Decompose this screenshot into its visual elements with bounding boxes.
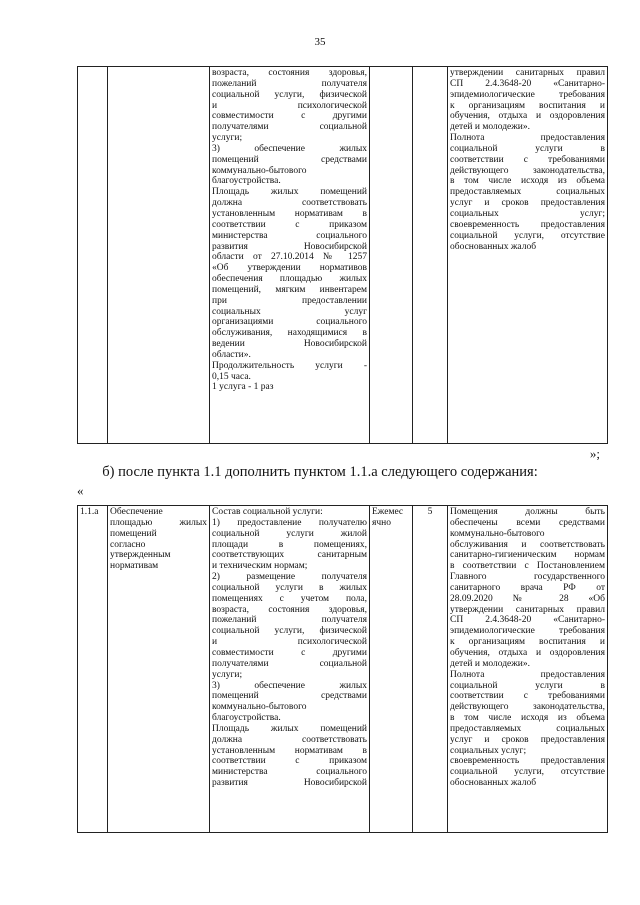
text-line: социальной услуги, физической — [212, 626, 367, 637]
cell-number: 1.1.а — [78, 506, 108, 833]
text-line: соответствующих санитарным — [212, 550, 367, 561]
text-line: установленным нормативам в — [212, 208, 367, 219]
text-line: помещений средствами — [212, 691, 367, 702]
text-line: нормативам — [110, 561, 159, 572]
cell-frequency — [370, 67, 413, 444]
text-line: действующего законодательства, — [450, 702, 605, 713]
cell-service-composition — [210, 67, 370, 444]
text-line: обслуживания и соответствовать — [450, 539, 605, 550]
text-line: социальных услуг; — [450, 208, 605, 219]
text-line: услуги; — [212, 669, 243, 680]
cell-service-composition — [210, 506, 370, 833]
text-line: услуги; — [212, 133, 243, 144]
text-line: соответствии с приказом — [212, 756, 367, 767]
text-line: Полнота предоставления — [450, 133, 605, 144]
text-line: должна соответствовать — [212, 734, 367, 745]
text-line: соответствии с требованиями — [450, 691, 605, 702]
text-line: коммунально-бытового — [212, 165, 307, 176]
text-line: площадью жилых — [110, 517, 207, 528]
text-line: Площадь жилых помещений — [212, 723, 367, 734]
text-line: санитарного врача РФ от — [450, 582, 605, 593]
text-line: своевременность предоставления — [450, 219, 605, 230]
text-line: предоставляемых социальных — [450, 723, 605, 734]
text-line: развития Новосибирской — [212, 778, 367, 789]
text-line: Площадь жилых помещений — [212, 187, 367, 198]
text-line: к организациям воспитания и — [450, 100, 605, 111]
closing-quote-mark: »; — [589, 446, 600, 461]
text-line: и психологической — [212, 637, 367, 648]
service-table-new-item — [77, 505, 608, 833]
text-line: 1 услуга - 1 раз — [212, 382, 274, 393]
text-line: социальных услуг — [212, 306, 367, 317]
text-line: согласно — [110, 539, 146, 550]
text-line: и психологической — [212, 100, 367, 111]
text-line: возраста, состояния здоровья, — [212, 604, 367, 615]
text-line: услуг и сроков предоставления — [450, 198, 605, 209]
text-line: своевременность предоставления — [450, 756, 605, 767]
text-line: утверждении санитарных правил — [450, 604, 605, 615]
text-line: Помещения должны быть — [450, 507, 605, 517]
text-line: обеспечены всеми средствами — [450, 517, 605, 528]
text-line: Ежемес — [372, 507, 404, 517]
text-line: эпидемиологические требования — [450, 89, 605, 100]
cell-quantity: 5 — [413, 506, 448, 833]
page-number: 35 — [314, 36, 326, 48]
cell-quantity — [413, 67, 448, 444]
cell-service-conditions — [448, 67, 608, 444]
text-line: соответствии с приказом — [212, 219, 367, 230]
text-line: 28.09.2020 № 28 «Об — [450, 593, 605, 604]
text-line: должна соответствовать — [212, 198, 367, 209]
amendment-instruction: б) после пункта 1.1 дополнить пунктом 1.1.а следующего содержания: — [102, 464, 538, 480]
text-line: «Об утверждении нормативов — [212, 263, 367, 274]
text-line: 3) обеспечение жилых — [212, 143, 367, 154]
text-line: Главного государственного — [450, 572, 605, 583]
text-line: утвержденным — [110, 550, 171, 561]
text-line: установленным нормативам в — [212, 745, 367, 756]
text-line: Продолжительность услуги - — [212, 360, 367, 371]
table-row — [78, 67, 608, 444]
text-line: обучения, отдыха и оздоровления — [450, 111, 605, 122]
text-line: обслуживания, находящимися в — [212, 328, 367, 339]
text-line: обоснованных жалоб — [450, 241, 537, 252]
text-line: и техническим нормам; — [212, 561, 308, 572]
text-line: коммунально-бытового — [450, 528, 545, 539]
text-line: утверждении санитарных правил — [450, 68, 605, 78]
text-line: к организациям воспитания и — [450, 637, 605, 648]
text-line: помещений — [110, 528, 157, 539]
text-line: социальных услуг; — [450, 745, 527, 756]
text-line: благоустройства. — [212, 176, 281, 187]
cell-number — [78, 67, 108, 444]
cell-service-conditions — [448, 506, 608, 833]
text-line: получателями социальной — [212, 122, 367, 133]
text-line: предоставляемых социальных — [450, 187, 605, 198]
text-line: обеспечения площадью жилых — [212, 274, 367, 285]
text-line: министерства социального — [212, 767, 367, 778]
text-line: пожеланий получателя — [212, 78, 367, 89]
text-line: помещений средствами — [212, 154, 367, 165]
text-line: услуг и сроков предоставления — [450, 734, 605, 745]
text-line: развития Новосибирской — [212, 241, 367, 252]
text-line: пожеланий получателя — [212, 615, 367, 626]
text-line: обучения, отдыха и оздоровления — [450, 647, 605, 658]
text-line: благоустройства. — [212, 713, 281, 724]
text-line: социальной услуги, отсутствие — [450, 767, 605, 778]
text-line: 2) размещение получателя — [212, 572, 367, 583]
text-line: социальной услуги в — [450, 680, 605, 691]
text-line: возраста, состояния здоровья, — [212, 68, 367, 78]
text-line: Полнота предоставления — [450, 669, 605, 680]
service-table-continued — [77, 66, 608, 444]
text-line: соответствии с требованиями — [450, 154, 605, 165]
text-line: помещений, мягким инвентарем — [212, 284, 367, 295]
text-line: СП 2.4.3648-20 «Санитарно- — [450, 615, 605, 626]
cell-frequency — [370, 506, 413, 833]
text-line: обоснованных жалоб — [450, 778, 537, 789]
text-line: социальной услуги в жилых — [212, 582, 367, 593]
text-line: санитарно-гигиеническим нормам — [450, 550, 605, 561]
text-line: детей и молодежи». — [450, 658, 531, 669]
text-line: министерства социального — [212, 230, 367, 241]
text-line: детей и молодежи». — [450, 122, 531, 133]
text-line: помещениях с учетом пола, — [212, 593, 367, 604]
text-line: ячно — [372, 517, 391, 528]
text-line: СП 2.4.3648-20 «Санитарно- — [450, 78, 605, 89]
text-line: получателями социальной — [212, 658, 367, 669]
text-line: социальной услуги жилой — [212, 528, 367, 539]
text-line: в соответствии с Постановлением — [450, 561, 605, 572]
cell-service-name — [108, 67, 210, 444]
cell-service-name — [108, 506, 210, 833]
opening-quote-mark: « — [77, 483, 84, 498]
text-line: 1) предоставление получателю — [212, 517, 367, 528]
text-line: области». — [212, 349, 251, 360]
text-line: в том числе исходя из объема — [450, 176, 605, 187]
text-line: организациями социального — [212, 317, 367, 328]
text-line: социальной услуги, физической — [212, 89, 367, 100]
table-row — [78, 506, 608, 833]
text-line: в том числе исходя из объема — [450, 713, 605, 724]
text-line: совместимости с другими — [212, 111, 367, 122]
text-line: Состав социальной услуги: — [212, 507, 323, 517]
text-line: при предоставлении — [212, 295, 367, 306]
text-line: Обеспечение — [110, 507, 163, 517]
text-line: действующего законодательства, — [450, 165, 605, 176]
text-line: эпидемиологические требования — [450, 626, 605, 637]
text-line: социальной услуги в — [450, 143, 605, 154]
text-line: 3) обеспечение жилых — [212, 680, 367, 691]
text-line: социальной услуги, отсутствие — [450, 230, 605, 241]
text-line: ведении Новосибирской — [212, 339, 367, 350]
text-line: 0,15 часа. — [212, 371, 251, 382]
text-line: коммунально-бытового — [212, 702, 307, 713]
text-line: совместимости с другими — [212, 647, 367, 658]
text-line: площади в помещениях, — [212, 539, 367, 550]
text-line: области от 27.10.2014 № 1257 — [212, 252, 367, 263]
